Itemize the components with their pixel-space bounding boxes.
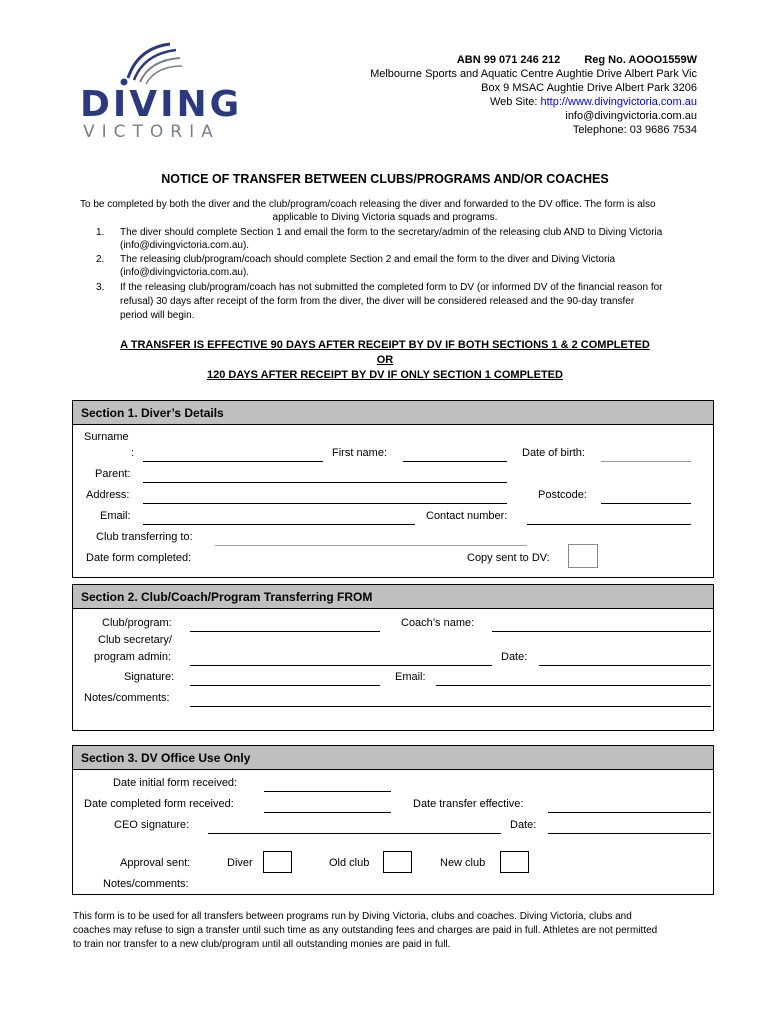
notice-line-3: 120 DAYS AFTER RECEIPT BY DV IF ONLY SECTION 1 COMPLETED [207,369,563,381]
date-transfer-effective-field[interactable] [548,812,711,813]
first-name-field[interactable] [403,461,507,462]
date-initial-received-field[interactable] [264,791,391,792]
ceo-signature-label: CEO signature: [114,819,190,831]
abn: ABN 99 071 246 212 [456,54,561,66]
section-2-date-field[interactable] [539,665,711,666]
copy-sent-checkbox[interactable] [568,544,598,568]
intro-item-1-line-2: (info@divingvictoria.com.au). [120,240,250,251]
intro-item-3-line-1: If the releasing club/program/coach has not submitted the completed form to DV (or informed DV of the financial reason for [120,282,663,293]
ceo-signature-field[interactable] [208,833,501,834]
coach-name-field[interactable] [492,631,711,632]
footer-line-1: This form is to be used for all transfers between programs run by Diving Victoria, clubs and coaches. Diving Victoria, clubs and [73,911,632,922]
address-field[interactable] [143,503,507,504]
telephone: Telephone: 03 9686 7534 [572,124,697,136]
club-transferring-to-field[interactable] [215,545,527,546]
section-2-email-label: Email: [395,671,426,683]
footer-line-3: to train nor transfer to a new club/program until all outstanding monies are paid in full. [73,939,451,950]
date-transfer-effective-label: Date transfer effective: [413,798,524,810]
club-secretary-label-2: program admin: [94,651,172,663]
abn-reg-line [457,54,697,66]
date-completed-received-label: Date completed form received: [84,798,234,810]
date-form-completed-label: Date form completed: [86,552,192,564]
section-3-date-field[interactable] [548,833,711,834]
club-program-label: Club/program: [102,617,172,629]
section-3-heading: Section 3. DV Office Use Only [73,746,713,770]
logo-word-diving: DIVING [80,84,243,125]
section-2-heading: Section 2. Club/Coach/Program Transferring FROM [73,585,713,609]
diver-checkbox[interactable] [263,851,292,873]
date-initial-received-label: Date initial form received: [113,777,238,789]
parent-label: Parent: [95,468,131,480]
signature-field[interactable] [190,685,380,686]
old-club-checkbox-label: Old club [329,857,370,869]
postcode-label: Postcode: [538,489,587,501]
reg-number: Reg No. AOOO1559W [584,54,697,66]
website-line [490,96,697,108]
parent-field[interactable] [143,482,507,483]
approval-sent-label: Approval sent: [120,857,191,869]
section-1-heading: Section 1. Diver’s Details [73,401,713,425]
email-field[interactable] [143,524,415,525]
section-2-notes-field[interactable] [190,706,711,707]
date-completed-received-field[interactable] [264,812,391,813]
intro-line-2: applicable to Diving Victoria squads and programs. [272,212,498,223]
section-3-date-label: Date: [510,819,537,831]
old-club-checkbox[interactable] [383,851,412,873]
contact-number-field[interactable] [527,524,691,525]
dob-label: Date of birth: [522,447,585,459]
surname-colon: : [131,447,135,459]
website-label: Web Site: [489,96,541,108]
contact-email[interactable]: info@divingvictoria.com.au [565,110,697,122]
contact-number-label: Contact number: [426,510,508,522]
website-link[interactable]: http://www.divingvictoria.com.au [540,96,697,108]
address-line-1: Melbourne Sports and Aquatic Centre Aughtie Drive Albert Park Vic [370,68,697,80]
first-name-label: First name: [332,447,388,459]
new-club-checkbox-label: New club [440,857,486,869]
section-2-date-label: Date: [501,651,528,663]
new-club-checkbox[interactable] [500,851,529,873]
notice-line-2: OR [376,354,394,366]
club-transferring-to-label: Club transferring to: [96,531,193,543]
copy-sent-label: Copy sent to DV: [467,552,550,564]
diver-swoosh-icon [110,40,190,90]
club-secretary-label-1: Club secretary/ [98,634,172,646]
section-2-email-field[interactable] [436,685,711,686]
club-secretary-field[interactable] [190,665,492,666]
surname-label: Surname [84,431,129,443]
intro-item-2-line-1: The releasing club/program/coach should complete Section 2 and email the form to the diver and Diving Victoria [120,254,616,265]
section-2-notes-label: Notes/comments: [84,692,170,704]
signature-label: Signature: [124,671,175,683]
page-title: NOTICE OF TRANSFER BETWEEN CLUBS/PROGRAMS AND/OR COACHES [161,172,609,186]
intro-item-2-line-2: (info@divingvictoria.com.au). [120,267,250,278]
intro-line-1: To be completed by both the diver and the club/program/coach releasing the diver and forwarded to the DV office. The form is also [80,199,656,210]
intro-item-3-line-2: refusal) 30 days after receipt of the form from the diver, the diver will be considered released and the 90-day transfer [120,296,635,307]
diver-checkbox-label: Diver [227,857,253,869]
email-label: Email: [100,510,131,522]
surname-field[interactable] [143,461,323,462]
club-program-field[interactable] [190,631,380,632]
intro-item-1-line-1: The diver should complete Section 1 and email the form to the secretary/admin of the releasing club AND to Diving Victoria [120,227,663,238]
intro-item-3-line-3: period will begin. [120,310,195,321]
postcode-field[interactable] [601,503,691,504]
notice-line-1: A TRANSFER IS EFFECTIVE 90 DAYS AFTER RECEIPT BY DV IF BOTH SECTIONS 1 & 2 COMPLETED [120,339,650,351]
address-label: Address: [86,489,130,501]
address-line-2: Box 9 MSAC Aughtie Drive Albert Park 3206 [481,82,697,94]
diving-victoria-logo [80,40,270,142]
intro-item-1-num: 1. [96,227,105,238]
coach-name-label: Coach’s name: [401,617,475,629]
footer-line-2: coaches may refuse to sign a transfer until such time as any outstanding fees and charges are paid in full. Athletes are not permitted [73,925,658,936]
intro-item-3-num: 3. [96,282,105,293]
logo-word-victoria: VICTORIA [83,122,220,142]
intro-item-2-num: 2. [96,254,105,265]
dob-field[interactable] [601,461,691,462]
section-3-notes-label: Notes/comments: [103,878,189,890]
